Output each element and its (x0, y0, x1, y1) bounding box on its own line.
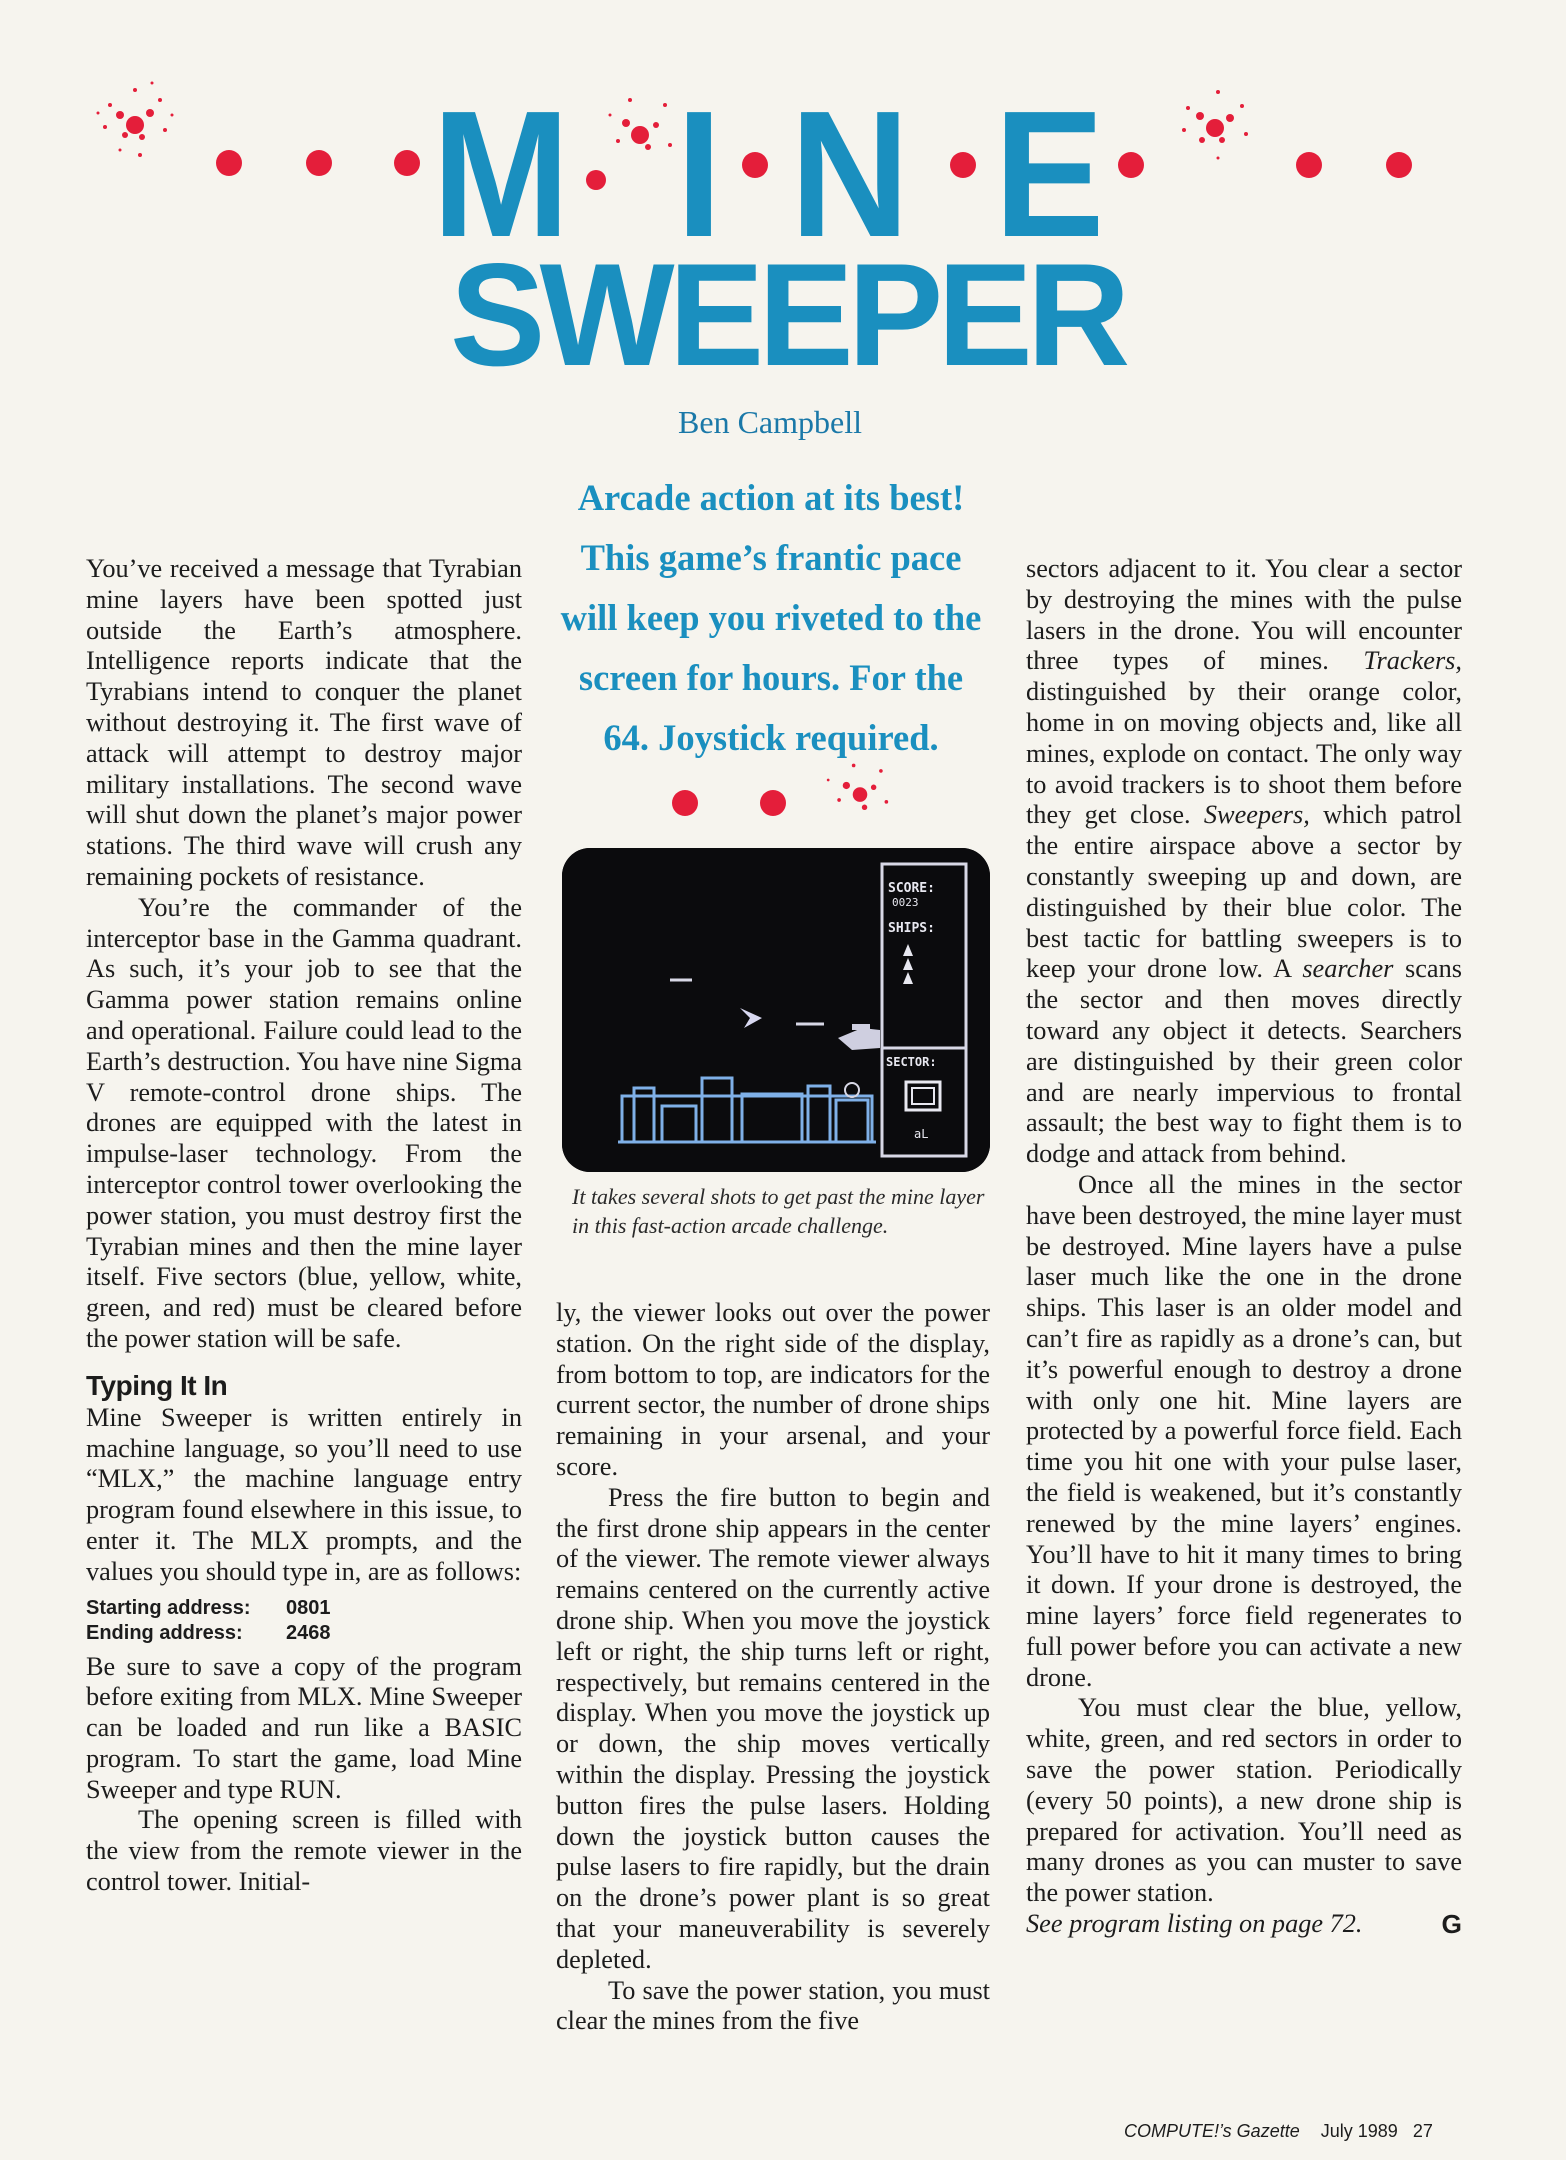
article-column-2 (556, 1298, 990, 2037)
term-sweepers: Sweepers, (1203, 800, 1310, 830)
sector-label: SECTOR: (886, 1055, 937, 1069)
term-searcher: searcher (1302, 954, 1394, 984)
address-block (86, 1596, 522, 1646)
red-dot (306, 150, 332, 176)
ships-label: SHIPS: (888, 921, 935, 936)
corner-text: aL (914, 1127, 929, 1141)
issue-date: July 1989 (1320, 2121, 1398, 2141)
red-dot (394, 150, 420, 176)
paragraph: Mine Sweeper is written entirely in machine language, so you’ll need to use “MLX,” the machine language entry program found elsewhere in this issue, to enter it. The MLX prompts, and the values you should type in, are as follows: (86, 1402, 522, 1586)
paragraph: You’re the commander of the interceptor base in the Gamma quadrant. As such, it’s your job to see that the Gamma power station remains online and operational. Failure could lead to the Earth’s destruction. You have nine Sigma V remote-control drone ships. The drones are equipped with the latest in impulse-laser technology. From the interceptor control tower overlooking the power station, you must destroy first the Tyrabian mines and then the mine layer itself. Five sectors (blue, yellow, white, green, and red) must be cleared before the power station will be safe. (86, 892, 522, 1353)
article-column-3 (1026, 554, 1462, 1940)
title-letter-e: E (994, 74, 1101, 275)
red-dot (742, 152, 768, 178)
ink-splatter-icon (810, 740, 910, 840)
paragraph: You’ve received a message that Tyrabian mine layers have been spotted just outside the Earth’s atmosphere. Intelligence reports indicate that the Tyrabians intend to conquer the planet without destroying it. The first wave of attack will attempt to destroy major military installations. The second wave will shut down the planet’s major power stations. The third wave will crush any remaining pockets of resistance. (86, 554, 522, 891)
magazine-name: COMPUTE!’s Gazette (1124, 2121, 1300, 2141)
paragraph: sectors adjacent to it. You clear a sector by destroying the mines with the pulse lasers in the drone. You will encounter three types of mines. Trackers, distinguished by their orange color, home in on moving objects and, like all mines, explode on contact. The only way to avoid trackers is to shoot them before they get close. Sweepers, which patrol the entire airspace above a sector by constantly sweeping up and down, are distinguished by their blue color. The best tactic for battling sweepers is to keep your drone low. A searcher scans the sector and then moves directly toward any object it detects. Searchers are distinguished by their green color and are nearly impervious to frontal assault; the best way to fight them is to dodge and attack from behind. (1026, 554, 1462, 1169)
paragraph: The opening screen is filled with the view from the remote viewer in the control tower. Initial- (86, 1805, 522, 1897)
byline: Ben Campbell (678, 404, 862, 440)
paragraph: Once all the mines in the sector have been destroyed, the mine layer must be destroyed. Mine layers have a pulse laser much like the one in the drone ships. This laser is an older model and can’t fire as rapidly as a drone’s can, but it’s powerful enough to destroy a drone with only one hit. Mine layers are protected by a powerful force field. Each time you hit one with your pulse laser, the field is weakened, but it’s constantly renewed by the mine layers’ engines. You’ll have to hit it many times to bring it down. If your drone is destroyed, the mine layers’ force field regenerates to full power before you can activate a new drone. (1026, 1169, 1462, 1692)
deck-text: Arcade action at its best! This game’s frantic pace will keep you riveted to the screen for hours. For the 64. Joystick required. (560, 477, 982, 758)
article-column-1 (86, 554, 522, 1898)
red-dot (672, 790, 698, 816)
paragraph: Be sure to save a copy of the program before exiting from MLX. Mine Sweeper can be loaded and run like a BASIC program. To start the game, load Mine Sweeper and type RUN. (86, 1651, 522, 1804)
section-heading: Typing It In (86, 1369, 228, 1401)
red-dot (1118, 152, 1144, 178)
title-row (0, 74, 1566, 275)
title-letter-i: I (676, 74, 719, 275)
page-footer (1124, 2121, 1464, 2142)
paragraph: To save the power station, you must clear the mines from the five (556, 1975, 990, 2036)
address-value: 0801 (286, 1596, 331, 1619)
address-label: Starting address: (86, 1596, 251, 1619)
red-dot (1296, 152, 1322, 178)
red-dot (950, 152, 976, 178)
score-value: 0023 (892, 896, 919, 909)
red-dot (216, 150, 242, 176)
listing-reference: See program listing on page 72. G (1026, 1909, 1462, 1940)
paragraph: ly, the viewer looks out over the power station. On the right side of the display, from bottom to top, are indicators for the current sector, the number of drone ships remaining in your arsenal, and your score. (556, 1298, 990, 1481)
address-value: 2468 (286, 1621, 331, 1644)
title-letter-n: N (790, 74, 906, 275)
red-dot (1386, 152, 1412, 178)
end-mark: G (1441, 1909, 1462, 1940)
title-word-sweeper: SWEEPER (450, 233, 1125, 396)
paragraph: You must clear the blue, yellow, white, green, and red sectors in order to save the power station. Periodically (every 50 points), a new drone ship is prepared for activation. You’ll need as many drones as you can muster to save the power station. (1026, 1693, 1462, 1908)
page-number: 27 (1412, 2121, 1433, 2141)
ink-splatter-icon (80, 65, 190, 175)
paragraph: Press the fire button to begin and the first drone ship appears in the center of the viewer. The remote viewer always remains centered on the currently active drone ship. When you move the joystick left or right, the ship turns left or right, respectively, but remains centered in the display. When you move the joystick up or down, the ship moves vertically within the display. Pressing the joystick button fires the pulse lasers. Holding down the joystick button causes the pulse lasers to fire rapidly, but the drain on the drone’s power plant is so great that your maneuverability is severely depleted. (556, 1482, 990, 1974)
ink-splatter-icon (1160, 70, 1270, 180)
red-dot (760, 790, 786, 816)
title-letter-m: M (432, 74, 567, 275)
figure-caption: It takes several shots to get past the mine layer in this fast-action arcade challenge. (572, 1184, 985, 1238)
game-screenshot (562, 848, 990, 1172)
game-screen (562, 848, 990, 1172)
address-label: Ending address: (86, 1621, 243, 1644)
score-label: SCORE: (888, 881, 935, 896)
term-trackers: Trackers, (1363, 646, 1462, 676)
